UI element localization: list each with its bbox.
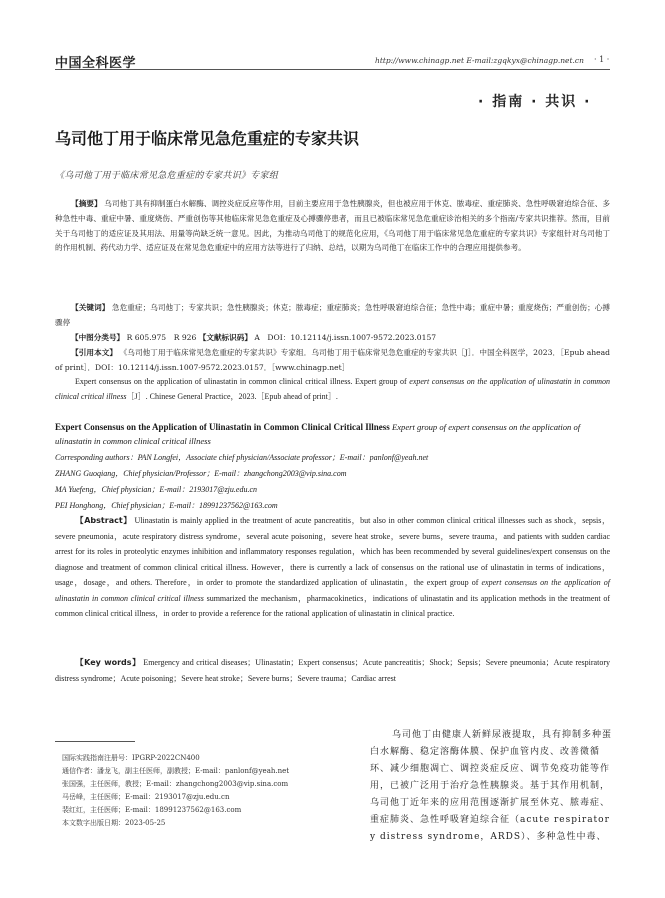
abstract-en-text-2: summarized the mechanism，pharmacokinetics，indications of ulinastatin and its application methods in the treatment of common clinical critical illness，in order to provide a reference for the rational application of ulinastatin in clinical practice. [55,593,610,618]
author-group: 《乌司他丁用于临床常见急危重症的专家共识》专家组 [55,171,279,181]
citation-en-italic: expert consensus on the application of ulinastatin in common clinical critical illness [55,377,611,401]
citation-en [55,375,610,405]
footnotes [62,752,327,830]
english-title-block [55,420,615,448]
keywords-cn-text: 急危重症；乌司他丁；专家共识；急性胰腺炎；休克；脓毒症；重症肺炎；急性呼吸窘迫综合征；急性中毒；重症中暑；重度烧伤；严重创伤；心搏骤停 [55,303,611,327]
footnote-publish-date: 本文数字出版日期：2023-05-25 [62,819,166,827]
corresponding-author-3: MA Yuefeng，Chief physician；E-mail：2193017@zju.edu.cn [55,485,258,494]
clc-value: R 605.975 R 926 [126,333,197,342]
article-title: 乌司他丁用于临床常见急危重症的专家共识 [55,129,360,148]
citation-cn [55,346,610,376]
footnote-corresponding-3: 马岳峰，主任医师；E-mail：2193017@zju.edu.cn [62,793,230,801]
keywords-en-label: 【Key words】 [75,658,141,667]
keywords-en [55,655,610,686]
abstract-en [55,513,610,622]
keywords-cn [55,301,610,331]
citation-en-text-2: ［J］. Chinese General Practice，2023.［Epub ahead of print］. [126,391,338,401]
footnote-registration: 国际实践指南注册号：IPGRP-2022CN400 [62,754,200,762]
footnote-corresponding-4: 裴红红，主任医师；E-mail：18991237562@163.com [62,806,242,814]
keywords-en-text: Emergency and critical diseases；Ulinastatin；Expert consensus；Acute pancreatitis；Shock；Sepsis；Severe pneumonia；Acute respiratory distress syndrome；Acute poisoning；Severe heat stroke；Severe burns；Severe trauma；Cardiac arrest [55,658,610,683]
corresponding-author-2: ZHANG Guoqiang，Chief physician/Professor；E-mail：zhangchong2003@vip.sina.com [55,469,347,478]
page-number: · 1 · [594,55,610,64]
corresponding-author-4: PEI Honghong，Chief physician；E-mail：18991237562@163.com [55,501,278,510]
classification [55,331,610,346]
doc-code-label: 【文献标识码】 [198,333,252,342]
header-url[interactable]: http://www.chinagp.net E-mail:zgqkyx@chinagp.net.cn [375,56,584,65]
abstract-cn [55,197,610,256]
citation-en-text-1: Expert consensus on the application of ulinastatin in common clinical critical illness. Expert group of [75,377,410,386]
clc-label: 【中图分类号】 [71,333,125,342]
citation-text: 《乌司他丁用于临床常见急危重症的专家共识》专家组．乌司他丁用于临床常见急危重症的专家共识［J］．中国全科医学，2023．［Epub ahead of print］．DOI：10.12114/j.issn.1007-9572.2023.0157．［www.chinagp.net］ [55,348,611,372]
english-title: Expert Consensus on the Application of Ulinastatin in Common Clinical Critical Illness [55,422,390,432]
english-group: Expert group of expert consensus on the application of ulinastatin in common clinical critical illness [55,422,581,446]
keywords-cn-label: 【关键词】 [71,303,110,312]
section-label: · 指南 · 共识 · [478,94,592,110]
footnote-corresponding-1: 通信作者：潘龙飞，副主任医师，副教授；E-mail：panlonf@yeah.net [62,767,290,775]
doc-code-value: A DOI：10.12114/j.issn.1007-9572.2023.0157 [254,333,437,342]
abstract-en-italic: expert consensus on the application of ulinastatin in common clinical critical illness [55,578,610,603]
abstract-cn-label: 【摘要】 [71,199,102,208]
footnote-corresponding-2: 张国强，主任医师，教授；E-mail：zhangchong2003@vip.sina.com [62,780,289,788]
corresponding-author-1: Corresponding authors：PAN Longfei，Associate chief physician/Associate professor；E-mail：panlonf@yeah.net [55,453,429,462]
body-text [370,727,612,846]
journal-brand: 中国全科医学 [55,56,137,71]
footnote-divider [55,741,135,742]
abstract-cn-text: 乌司他丁具有抑制蛋白水解酶、调控炎症反应等作用，目前主要应用于急性胰腺炎，但也被应用于休克、脓毒症、重症肺炎、急性呼吸窘迫综合征、多种急性中毒、重症中暑、重度烧伤、严重创伤等其他临床常见急危重症及心搏骤停患者，而且已被临床常见急危重症诊治相关的多个指南/专家共识推荐。然而，目前关于乌司他丁的适应证及其用法、用量等尚缺乏统一意见。因此，为推动乌司他丁的规范化应用，《乌司他丁用于临床常见急危重症的专家共识》专家组针对乌司他丁的作用机制、药代动力学、适应证及在常见急危重症中的应用方法等进行了归纳、总结，以期为乌司他丁在临床工作中的合理应用提供参考。 [55,199,611,253]
abstract-en-text-1: Ulinastatin is mainly applied in the treatment of acute pancreatitis，but also in other common clinical critical illnesses such as shock，sepsis，severe pneumonia，acute respiratory distress syndrome，several acute poisoning，severe heat stroke，severe burns，severe trauma，and patients with sudden cardiac arrest for its roles in proteolytic enzymes inhibition and inflammatory responses regulation，which has been recommended by several guidelines/expert consensus on the diagnose and treatment of common clinical critical illness. However，there is currently a lack of consensus on the rational use of ulinastatin in terms of indications，usage，dosage，and others. Therefore，in order to promote the standardized application of ulinastatin，the expert group of [55,516,610,587]
abstract-en-label: 【Abstract】 [75,516,132,525]
citation-label: 【引用本文】 [71,348,118,357]
body-paragraph: 乌司他丁由健康人新鲜尿液提取，具有抑制多种蛋白水解酶、稳定溶酶体膜、保护血管内皮、改善微循环、减少细胞凋亡、调控炎症反应、调节免疫功能等作用，已被广泛用于治疗急性胰腺炎。基于其作用机制，乌司他丁近年来的应用范围逐渐扩展至休克、脓毒症、重症肺炎、急性呼吸窘迫综合征（acute respiratory distress syndrome，ARDS）、多种急性中毒、 [370,730,613,842]
header-divider [55,69,610,70]
